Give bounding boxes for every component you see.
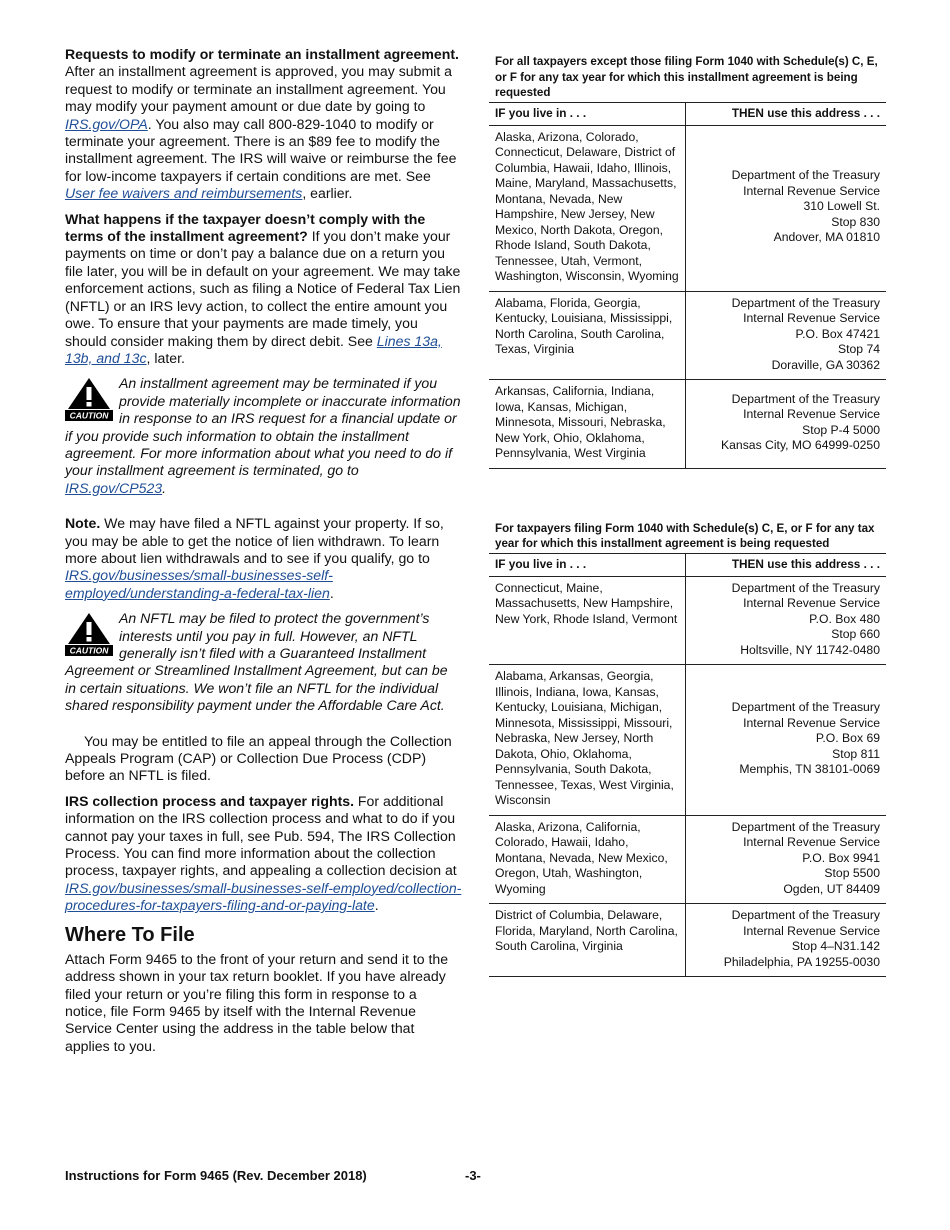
states-cell: Alaska, Arizona, Colorado, Connecticut, Delaware, District of Columbia, Hawaii, Idaho, Illinois, Maine, Maryland, Massachusetts, Montana, Nevada, New Hampshire, New Jersey, New Mexico, North Dakota, Oregon, Rhode Island, South Dakota, Tennessee, Utah, Vermont, Washington, Wisconsin, Wyoming xyxy=(489,125,686,291)
caution-block-nftl xyxy=(65,610,462,714)
caution-label: CAUTION xyxy=(69,410,109,421)
states-cell: Alaska, Arizona, California, Colorado, Hawaii, Idaho, Montana, Nevada, New Mexico, Oregon, Utah, Washington, Wyoming xyxy=(489,815,686,904)
address-line: P.O. Box 47421 xyxy=(795,326,880,341)
caution-label: CAUTION xyxy=(69,645,109,656)
table-row xyxy=(489,665,886,816)
address-line: Department of the Treasury xyxy=(731,168,880,183)
heading-collection-rights: IRS collection process and taxpayer rights. xyxy=(65,792,355,809)
left-column xyxy=(65,46,462,1063)
states-cell: Arkansas, California, Indiana, Iowa, Kansas, Michigan, Minnesota, Missouri, Nebraska, New York, Ohio, Oklahoma, Pennsylvania, West Virginia xyxy=(489,380,686,469)
paragraph-where-to-file: Attach Form 9465 to the front of your return and send it to the address shown in your tax return booklet. If you have already filed your return or you’re filing this form in response to a notice, file Form 9465 by itself with the Internal Revenue Service Center using the address in the table below that applies to you. xyxy=(65,950,449,1054)
states-cell: District of Columbia, Delaware, Florida, Maryland, North Carolina, South Carolina, Virginia xyxy=(489,904,686,977)
address-line: Internal Revenue Service xyxy=(743,715,880,730)
heading-noncompliance: What happens if the taxpayer doesn’t comply with the terms of the installment agreement? xyxy=(65,210,426,245)
link-irs-cp523[interactable]: IRS.gov/CP523 xyxy=(65,479,163,496)
address-line: Stop 660 xyxy=(831,627,880,641)
caution-icon xyxy=(65,377,113,421)
address-cell xyxy=(686,380,887,469)
address-line: Ogden, UT 84409 xyxy=(783,881,880,896)
column-header-if: IF you live in . . . xyxy=(489,553,686,576)
column-header-then: THEN use this address . . . xyxy=(686,553,887,576)
column-header-if: IF you live in . . . xyxy=(489,102,686,125)
caution-text-nftl: An NFTL may be filed to protect the government’s interests until you pay in full. However, an NFTL generally isn’t filed with a Guaranteed Installment Agreement or Streamlined Installment Agreement, but can be in certain situations. We won’t file an NFTL for the individual shared responsibility payment under the Affordable Care Act. xyxy=(65,610,448,714)
table-row xyxy=(489,380,886,469)
link-user-fee-waivers[interactable]: User fee waivers and reimbursements xyxy=(65,185,303,202)
link-collection-procedures[interactable]: IRS.gov/businesses/small-businesses-self-employed/collection-procedures-for-taxpayers-filing-and-or-paying-late xyxy=(65,879,462,914)
address-line: Stop 5500 xyxy=(824,866,880,880)
link-federal-tax-lien[interactable]: IRS.gov/businesses/small-businesses-self-employed/understanding-a-federal-tax-lien xyxy=(65,567,333,601)
address-line: Department of the Treasury xyxy=(731,391,880,406)
address-cell xyxy=(686,125,887,291)
address-line: Internal Revenue Service xyxy=(743,311,880,325)
states-cell: Connecticut, Maine, Massachusetts, New Hampshire, New York, Rhode Island, Vermont xyxy=(489,576,686,665)
table-row xyxy=(489,291,886,380)
address-line: P.O. Box 9941 xyxy=(802,850,880,865)
address-line: Kansas City, MO 64999-0250 xyxy=(721,438,880,453)
address-line: Holtsville, NY 11742-0480 xyxy=(740,642,880,657)
link-irs-opa[interactable]: IRS.gov/OPA xyxy=(65,115,148,132)
address-table-general xyxy=(489,102,886,469)
states-cell: Alabama, Arkansas, Georgia, Illinois, Indiana, Iowa, Kansas, Kentucky, Louisiana, Michigan, Minnesota, Mississippi, Missouri, Nebraska, New Jersey, North Dakota, Ohio, Oklahoma, Pennsylvania, South Dakota, Tennessee, Texas, West Virginia, Wisconsin xyxy=(489,665,686,816)
address-line: Internal Revenue Service xyxy=(743,183,880,198)
text: . xyxy=(374,897,379,914)
address-line: Stop 830 xyxy=(831,214,880,229)
address-cell xyxy=(686,665,887,816)
address-line: Stop P-4 5000 xyxy=(802,422,880,437)
text: We may have filed a NFTL against your property. If so, you may be able to get the notice of lien withdrawn. To learn more about lien withdrawals and to see if you qualify, go to xyxy=(65,515,444,566)
address-line: Department of the Treasury xyxy=(731,295,880,310)
table-row xyxy=(489,904,886,977)
table-row xyxy=(489,576,886,665)
table1-caption: For all taxpayers except those filing Form 1040 with Schedule(s) C, E, or F for any tax year for which this installment agreement is being requested xyxy=(495,55,878,99)
footer-form-title: Instructions for Form 9465 (Rev. December 2018) xyxy=(65,1168,367,1183)
table2-caption: For taxpayers filing Form 1040 with Schedule(s) C, E, or F for any tax year for which this installment agreement is being requested xyxy=(495,521,875,550)
address-line: Andover, MA 01810 xyxy=(773,230,880,245)
text: After an installment agreement is approved, you may submit a request to modify or terminate an installment agreement. You may modify your payment amount or due date by going to xyxy=(65,63,452,115)
text: . xyxy=(329,584,334,601)
text: If you don’t make your payments on time or don’t pay a balance due on a return you file later, you will be in default on your agreement. We may take enforcement actions, such as filing a Notice of Federal Tax Lien (NFTL) or an IRS levy action, to collect the entire amount you owe. To ensure that your payments are made timely, you should consider making them by direct debit. See xyxy=(65,228,461,349)
paragraph-appeal: You may be entitled to file an appeal through the Collection Appeals Program (CAP) or Collection Due Process (CDP) before an NFTL is filed. xyxy=(65,732,452,784)
address-line: Internal Revenue Service xyxy=(743,596,880,610)
caution-icon xyxy=(65,612,113,656)
paragraph-modify-terminate xyxy=(65,46,462,203)
address-cell xyxy=(686,576,887,665)
address-line: Internal Revenue Service xyxy=(743,923,880,938)
address-line: Department of the Treasury xyxy=(731,700,880,714)
address-table-schedules xyxy=(489,553,886,978)
address-line: Department of the Treasury xyxy=(731,580,880,595)
heading-modify-terminate: Requests to modify or terminate an installment agreement. xyxy=(65,46,459,62)
text: , earlier. xyxy=(302,185,353,202)
address-line: Stop 811 xyxy=(832,746,880,761)
page-footer xyxy=(65,1168,885,1183)
address-cell xyxy=(686,291,887,380)
table-row xyxy=(489,125,886,291)
address-line: Internal Revenue Service xyxy=(743,835,880,849)
address-line: Doraville, GA 30362 xyxy=(771,357,880,372)
address-line: Stop 4–N31.142 xyxy=(791,939,880,953)
right-column xyxy=(489,54,886,1029)
address-line: Department of the Treasury xyxy=(731,819,880,834)
address-line: Internal Revenue Service xyxy=(743,407,880,422)
text: , later. xyxy=(146,349,185,366)
address-line: 310 Lowell St. xyxy=(803,199,880,214)
paragraph-noncompliance xyxy=(65,211,462,368)
paragraph-collection-rights xyxy=(65,793,462,915)
link-lines-13[interactable]: Lines 13a, 13b, and 13c xyxy=(65,332,442,366)
address-line: Philadelphia, PA 19255-0030 xyxy=(723,954,880,969)
text: For additional information on the IRS collection process and what to do if you cannot pay your taxes in full, see Pub. 594, The IRS Collection Process. You can find more information about the collection process, taxpayer rights, and appealing a collection decision at xyxy=(65,792,457,879)
text: . You also may call 800-829-1040 to modify or terminate your agreement. There is an $89 fee to modify the installment agreement. The IRS will waive or reimburse the fee for low-income taxpayers if certain conditions are met. See xyxy=(65,115,457,184)
address-line: Memphis, TN 38101-0069 xyxy=(739,762,880,776)
text: . xyxy=(162,479,167,496)
text: An installment agreement may be terminated if you provide materially incomplete or inaccurate information in response to an IRS request for a financial update or if you provide such information to obtain the installment agreement. For more information about what you need to do if your installment agreement is terminated, go to xyxy=(65,375,461,479)
address-line: Stop 74 xyxy=(837,342,880,356)
address-cell xyxy=(686,904,887,977)
address-line: P.O. Box 480 xyxy=(809,611,880,626)
states-cell: Alabama, Florida, Georgia, Kentucky, Louisiana, Mississippi, North Carolina, South Carolina, Texas, Virginia xyxy=(489,291,686,380)
page-number: -3- xyxy=(465,1168,481,1183)
column-header-then: THEN use this address . . . xyxy=(686,102,887,125)
address-cell xyxy=(686,815,887,904)
address-line: Department of the Treasury xyxy=(731,908,880,922)
section-title-where-to-file: Where To File xyxy=(65,923,195,946)
caution-block-termination xyxy=(65,375,462,497)
heading-note: Note. xyxy=(65,515,101,532)
address-line: P.O. Box 69 xyxy=(815,731,880,745)
paragraph-note xyxy=(65,515,462,602)
table-row xyxy=(489,815,886,904)
